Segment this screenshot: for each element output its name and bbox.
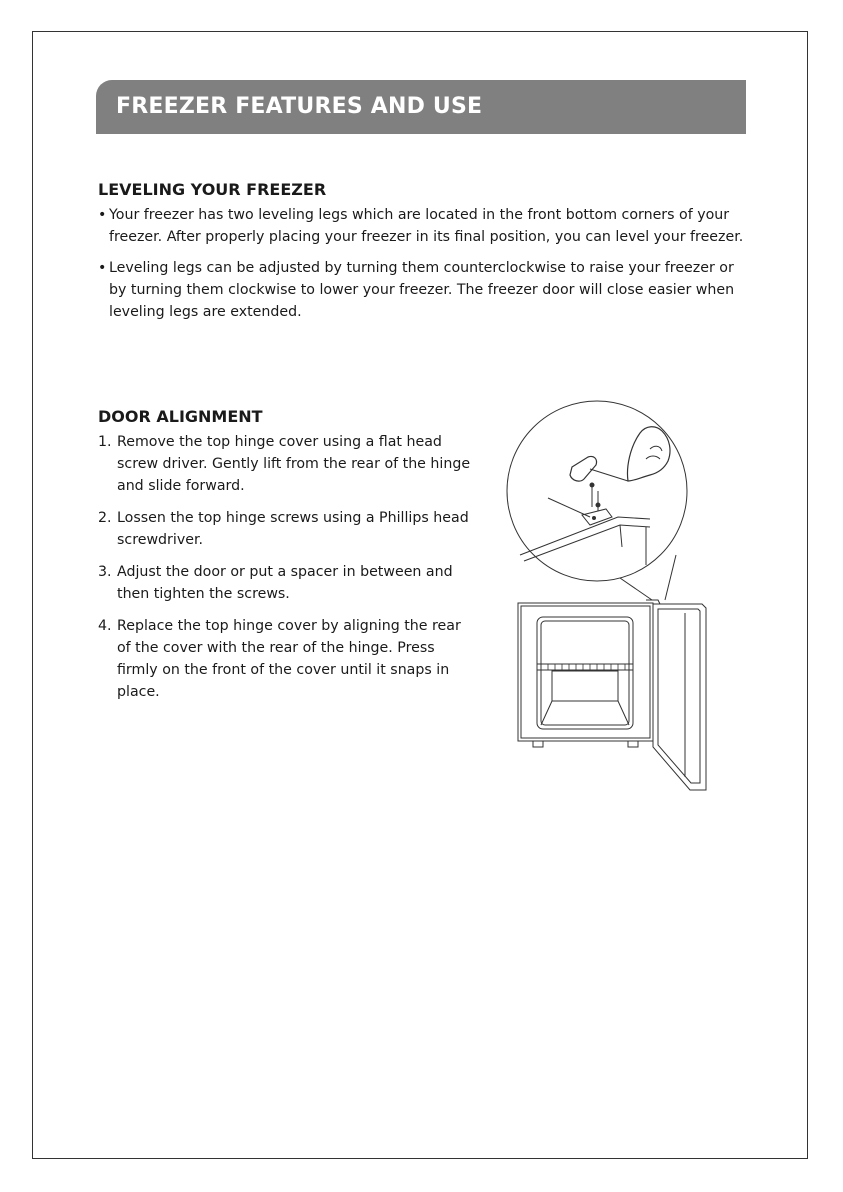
step-item: [98, 431, 473, 497]
freezer-top-edge-icon: [520, 517, 650, 565]
leveling-heading: LEVELING YOUR FREEZER: [98, 180, 327, 199]
callout-line: [665, 555, 676, 600]
callout-line: [620, 578, 652, 600]
leveling-content: [98, 204, 748, 332]
step-item: [98, 561, 473, 605]
step-text: Replace the top hinge cover by aligning the rear of the cover with the rear of the hinge. Press firmly on the front of the cover until it snaps in place.: [117, 618, 461, 700]
step-number: 4.: [98, 618, 112, 634]
step-number: 1.: [98, 434, 112, 450]
page-title: FREEZER FEATURES AND USE: [116, 94, 483, 119]
freezer-body-icon: [518, 603, 653, 747]
section-banner: [96, 80, 746, 134]
step-number: 2.: [98, 510, 112, 526]
step-item: [98, 615, 473, 703]
door-alignment-steps: [98, 431, 473, 713]
step-text: Remove the top hinge cover using a flat head screw driver. Gently lift from the rear of the hinge and slide forward.: [117, 434, 471, 494]
freezer-hinge-illustration: [500, 395, 710, 795]
leveling-bullet: • Leveling legs can be adjusted by turning them counterclockwise to raise your freezer or by turning them clockwise to lower your freezer. The freezer door will close easier when leveling legs are extended.: [98, 257, 748, 323]
magnified-detail-circle: [507, 401, 687, 581]
step-item: [98, 507, 473, 551]
leveling-bullet: • Your freezer has two leveling legs which are located in the front bottom corners of your freezer. After properly placing your freezer in its final position, you can level your freezer.: [98, 204, 748, 248]
hinge-screws-icon: [548, 483, 612, 525]
door-alignment-heading: DOOR ALIGNMENT: [98, 407, 263, 426]
freezer-door-icon: [646, 600, 706, 790]
step-number: 3.: [98, 564, 112, 580]
step-text: Lossen the top hinge screws using a Phillips head screwdriver.: [117, 510, 469, 548]
hand-screwdriver-icon: [570, 427, 670, 481]
step-text: Adjust the door or put a spacer in between and then tighten the screws.: [117, 564, 453, 602]
